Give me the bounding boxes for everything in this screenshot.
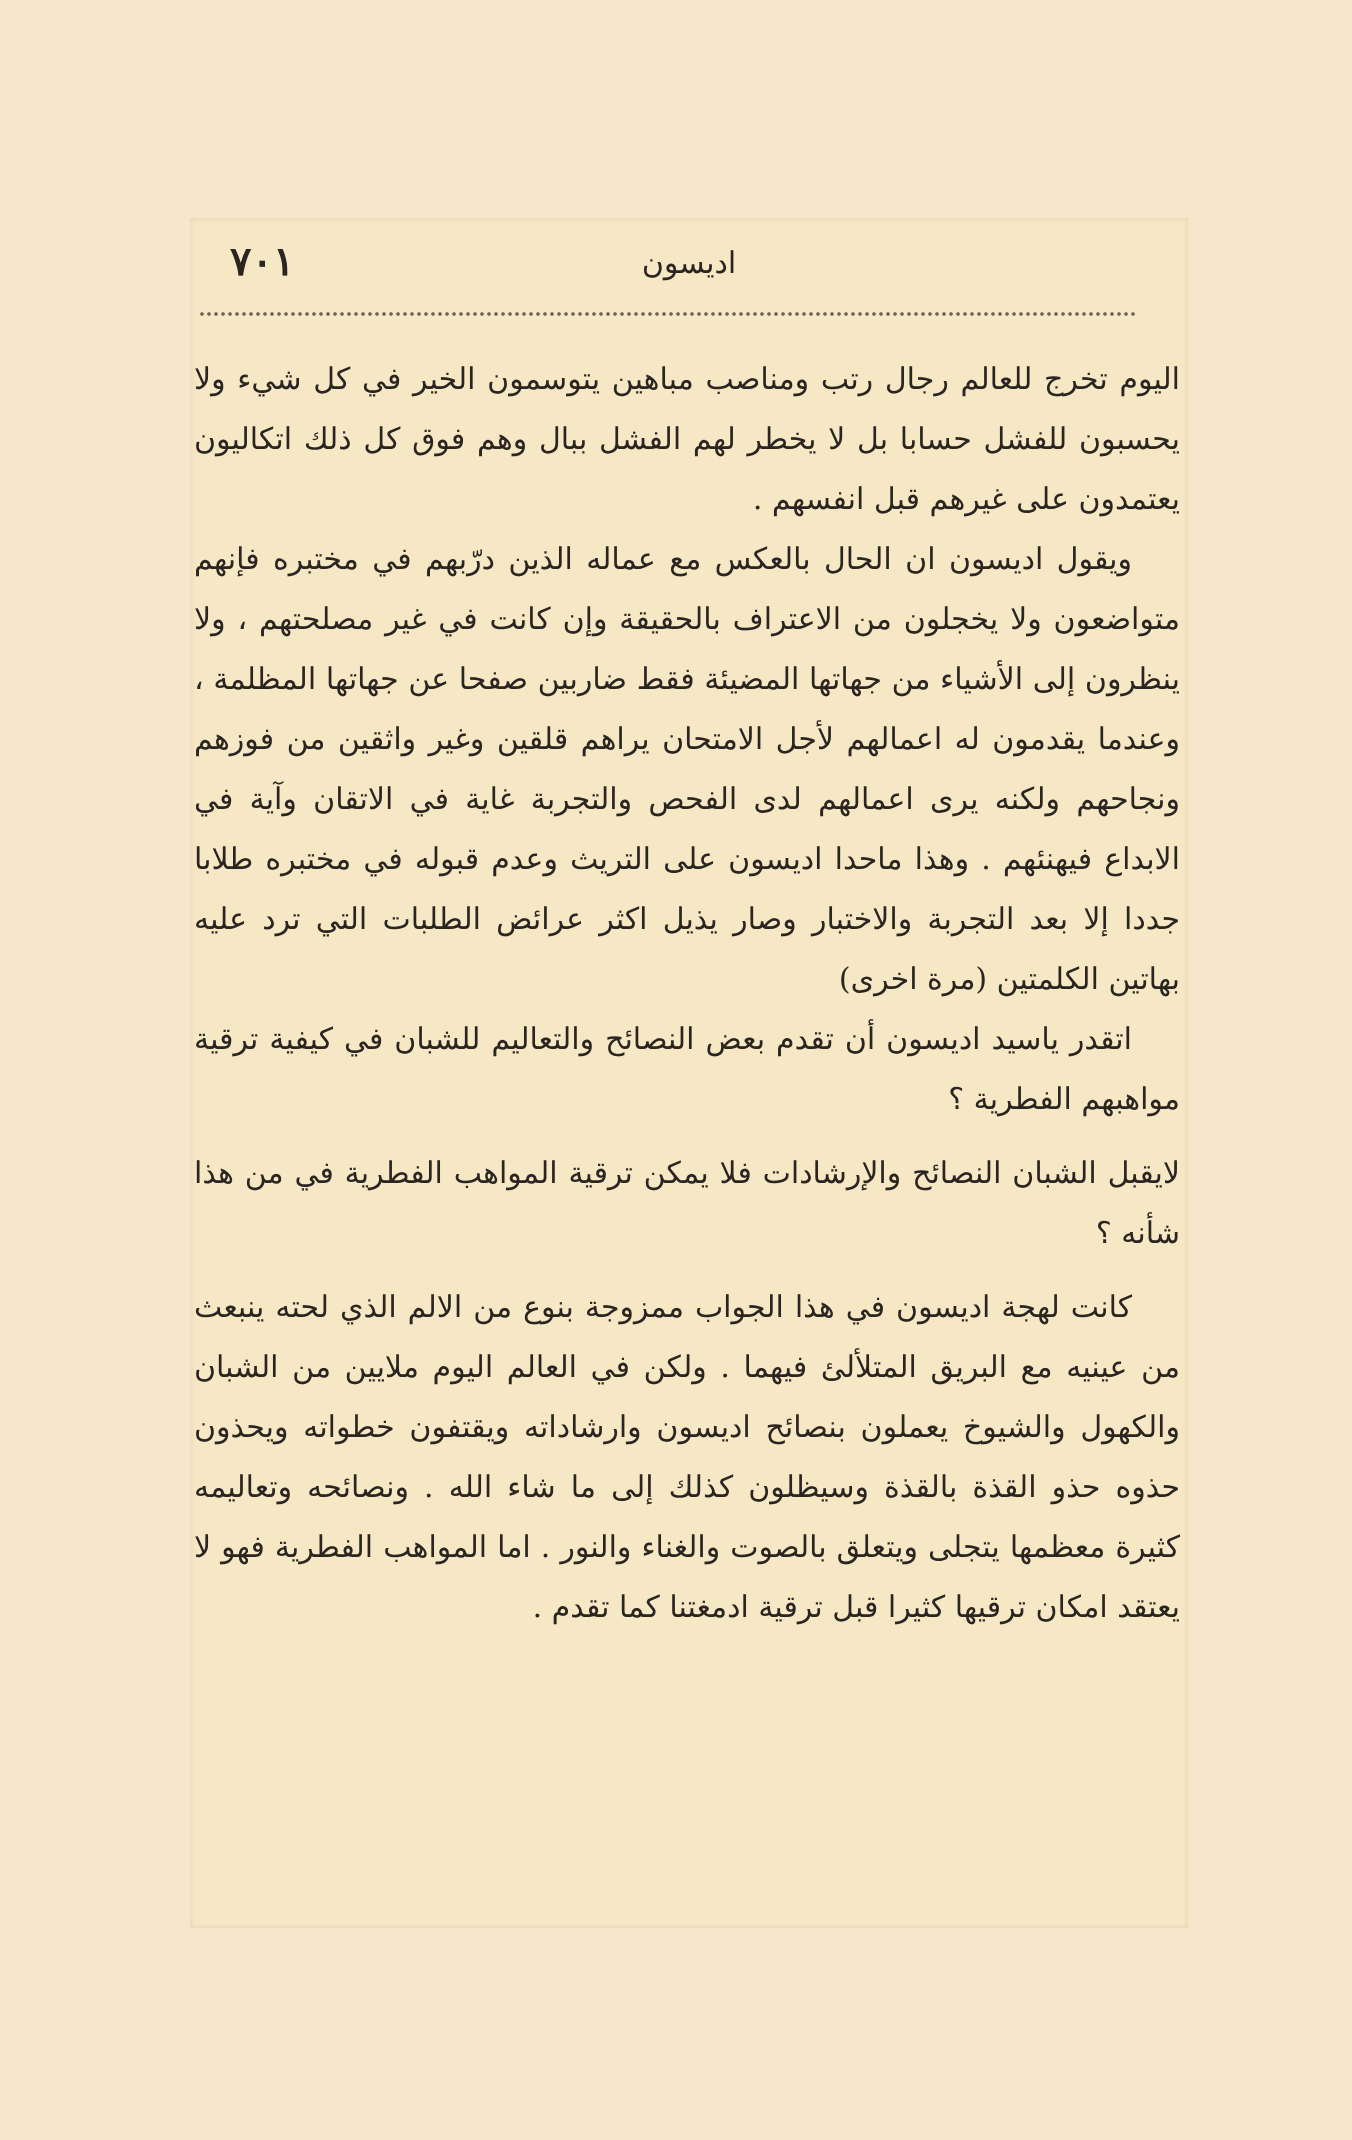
paragraph-1: اليوم تخرج للعالم رجال رتب ومناصب مباهين يتوسمون الخير في كل شيء ولا يحسبون للفشل حسابا بل لا يخطر لهم الفشل ببال وهم فوق كل ذلك اتكاليون يعتمدون على غيرهم قبل انفسهم .: [194, 362, 1180, 517]
question-paragraph: اتقدر ياسيد اديسون أن تقدم بعض النصائح والتعاليم للشبان في كيفية ترقية مواهبهم الفطرية ؟: [194, 1022, 1180, 1117]
header-divider: [198, 310, 1138, 318]
paragraph-5: كانت لهجة اديسون في هذا الجواب ممزوجة بنوع من الالم الذي لحته ينبعث من عينيه مع البريق المتلألئ فيهما . ولكن في العالم اليوم ملايين من الشبان والكهول والشيوخ يعملون بنصائح اديسون وارشاداته ويقتفون خطواته ويحذون حذوه حذو القذة بالقذة وسيظلون كذلك إلى ما شاء الله . ونصائحه وتعاليمه كثيرة معظمها يتجلى ويتعلق بالصوت والغناء والنور . اما المواهب الفطرية فهو لا يعتقد امكان ترقيها كثيرا قبل ترقية ادمغتنا كما تقدم .: [194, 1290, 1180, 1625]
page-header: [190, 218, 1188, 310]
paragraph-2: ويقول اديسون ان الحال بالعكس مع عماله الذين درّبهم في مختبره فإنهم متواضعون ولا يخجلون من الاعتراف بالحقيقة وإن كانت في غير مصلحتهم ، ولا ينظرون إلى الأشياء من جهاتها المضيئة فقط ضاربين صفحا عن جهاتها المظلمة ، وعندما يقدمون له اعمالهم لأجل الامتحان يراهم قلقين وغير واثقين من فوزهم ونجاحهم ولكنه يرى اعمالهم لدى الفحص والتجربة غاية في الاتقان وآية في الابداع فيهنئهم . وهذا ماحدا اديسون على التريث وعدم قبوله في مختبره طلابا جددا إلا بعد التجربة والاختبار وصار يذيل اكثر عرائض الطلبات التي ترد عليه بهاتين الكلمتين (مرة اخرى): [194, 542, 1180, 997]
body-text: [194, 350, 1180, 1638]
running-title: اديسون: [641, 246, 737, 281]
answer-paragraph: لايقبل الشبان النصائح والإرشادات فلا يمكن ترقية المواهب الفطرية في من هذا شأنه ؟: [194, 1156, 1180, 1251]
book-page: [190, 218, 1188, 1928]
page-number: ٧٠١: [230, 238, 295, 285]
